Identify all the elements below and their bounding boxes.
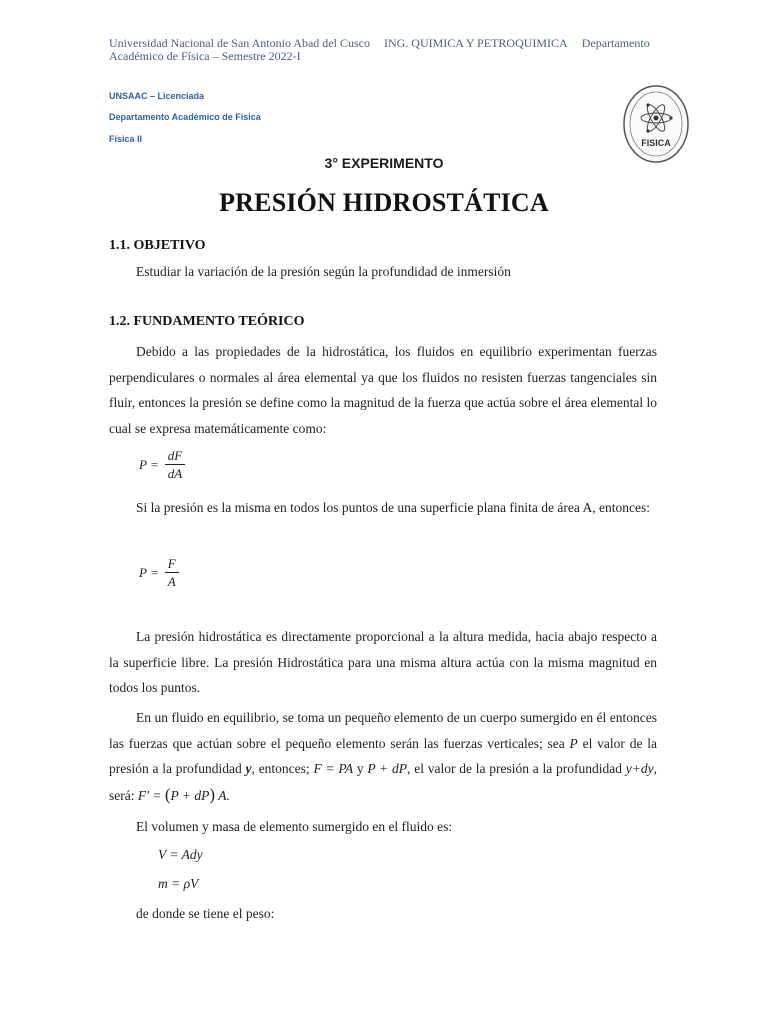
atom-seal-logo (622, 84, 690, 164)
meta-unsaac: UNSAAC – Licenciada (109, 91, 205, 101)
formula2-numerator: F (165, 556, 179, 573)
header-department-line2: Académico de Física – Semestre 2022-I (109, 49, 301, 63)
header-university: Universidad Nacional de San Antonio Abad del Cusco (109, 36, 370, 50)
equation-mass: m = ρV (158, 876, 199, 891)
header-department: Departamento (581, 36, 650, 50)
meta-course: Física II (109, 134, 143, 144)
theory-paragraph-5: El volumen y masa de elemento sumergido en el fluido es: (136, 819, 453, 834)
theory-paragraph-6: de donde se tiene el peso: (136, 906, 275, 921)
page-header (109, 37, 669, 63)
theory-paragraph-3: La presión hidrostática es directamente proporcional a la altura medida, hacia abajo respecto a la superficie libre. La presión Hidrostática para una misma altura actúa con la misma magnitud en todos los puntos. (109, 629, 657, 695)
section-objective-heading: 1.1. OBJETIVO (109, 238, 206, 253)
section-theory-heading: 1.2. FUNDAMENTO TEÓRICO (109, 314, 305, 329)
theory-paragraph-2: Si la presión es la misma en todos los puntos de una superficie plana finita de área A, entonces: (136, 500, 650, 515)
experiment-label: 3° EXPERIMENTO (324, 155, 444, 171)
formula-pressure-differential (139, 448, 185, 481)
page-title: PRESIÓN HIDROSTÁTICA (219, 188, 549, 217)
header-program: ING. QUIMICA Y PETROQUIMICA (383, 36, 568, 50)
formula2-denominator: A (167, 574, 176, 589)
theory-paragraph-1: Debido a las propiedades de la hidrostática, los fluidos en equilibrio experimentan fuerzas perpendiculares o normales al área elemental ya que los fluidos no resisten fuerzas tangenciales sin fluir, entonces la presión se define como la magnitud de la fuerza que actúa sobre el área elemental lo cual se expresa matemáticamente como: (109, 344, 657, 436)
meta-department: Departamento Académico de Física (109, 112, 261, 122)
logo-text: FISICA (641, 138, 671, 148)
formula1-lhs: P = (139, 456, 159, 472)
formula2-lhs: P = (139, 564, 159, 580)
objective-text: Estudiar la variación de la presión según la profundidad de inmersión (136, 264, 511, 279)
formula-pressure-finite (139, 556, 179, 589)
formula1-numerator: dF (165, 448, 185, 465)
equation-volume: V = Ady (158, 847, 203, 862)
theory-paragraph-4: En un fluido en equilibrio, se toma un pequeño elemento de un cuerpo sumergido en él entonces las fuerzas que actúan sobre el pequeño elemento serán las fuerzas verticales; sea P el valor de la presión a la profundidad y, entonces; F = PA y P + dP, el valor de la presión a la profundidad y+dy, será: F' = (P + dP) A. (109, 710, 658, 804)
formula1-denominator: dA (167, 466, 183, 481)
